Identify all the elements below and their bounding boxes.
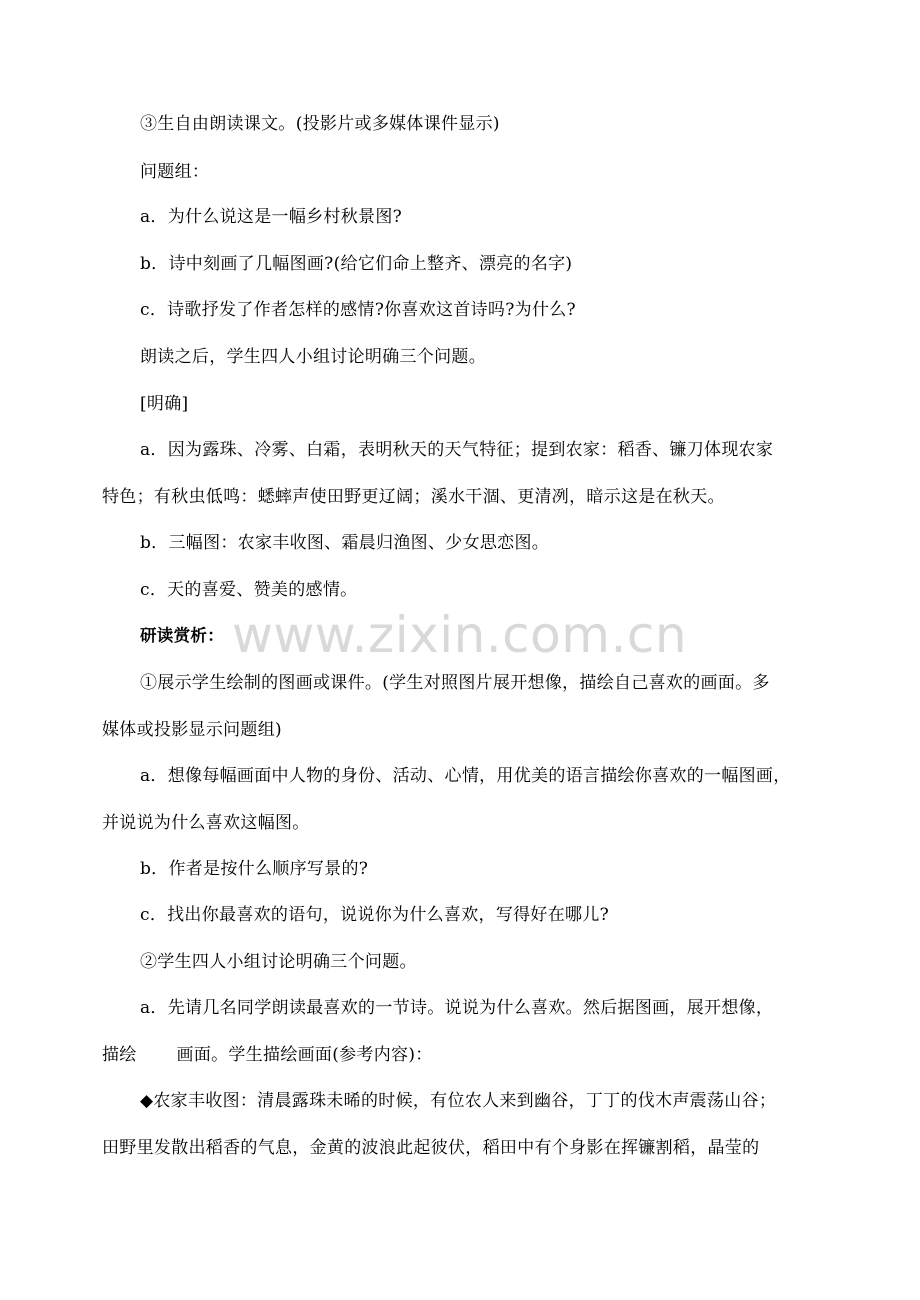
paragraph-line: a．因为露珠、冷雾、白霜，表明秋天的天气特征；提到农家：稻香、镰刀体现农家 [140, 440, 774, 460]
paragraph-line: 媒体或投影显示问题组) [102, 720, 282, 740]
paragraph-line: [明确] [140, 394, 189, 414]
paragraph-line: 描绘 画面。学生描绘画面(参考内容)： [102, 1045, 433, 1065]
paragraph-line: 问题组： [140, 162, 210, 182]
paragraph-line: a．想像每幅画面中人物的身份、活动、心情，用优美的语言描绘你喜欢的一幅图画， [140, 766, 791, 786]
paragraph-line: ①展示学生绘制的图画或课件。(学生对照图片展开想像，描绘自己喜欢的画面。多 [140, 673, 770, 693]
paragraph-line: a．先请几名同学朗读最喜欢的一节诗。说说为什么喜欢。然后据图画，展开想像， [140, 998, 774, 1018]
paragraph-line: ③生自由朗读课文。(投影片或多媒体课件显示) [140, 114, 500, 134]
paragraph-line: c．天的喜爱、赞美的感情。 [140, 580, 358, 600]
paragraph-line: 并说说为什么喜欢这幅图。 [102, 813, 310, 833]
paragraph-line: a．为什么说这是一幅乡村秋景图? [140, 207, 403, 227]
paragraph-line: ②学生四人小组讨论明确三个问题。 [140, 952, 417, 972]
paragraph-line: 朗读之后，学生四人小组讨论明确三个问题。 [140, 347, 486, 367]
paragraph-line: b．作者是按什么顺序写景的? [140, 859, 369, 879]
paragraph-line: c．诗歌抒发了作者怎样的感情?你喜欢这首诗吗?为什么? [140, 300, 576, 320]
section-heading: 研读赏析： [140, 626, 224, 645]
paragraph-line: 田野里发散出稻香的气息，金黄的波浪此起彼伏，稻田中有个身影在挥镰割稻，晶莹的 [102, 1138, 760, 1158]
paragraph-line: ◆农家丰收图：清晨露珠未晞的时候，有位农人来到幽谷，丁丁的伐木声震荡山谷； [140, 1091, 777, 1111]
paragraph-line: c．找出你最喜欢的语句，说说你为什么喜欢，写得好在哪儿? [140, 905, 610, 925]
paragraph-line: b．诗中刻画了几幅图画?(给它们命上整齐、漂亮的名字) [140, 254, 573, 274]
paragraph-line: 特色；有秋虫低鸣：蟋蟀声使田野更辽阔；溪水干涸、更清冽，暗示这是在秋天。 [102, 487, 725, 507]
paragraph-line: b．三幅图：农家丰收图、霜晨归渔图、少女思恋图。 [140, 533, 550, 553]
watermark: www.zixin.com.cn [232, 606, 688, 664]
